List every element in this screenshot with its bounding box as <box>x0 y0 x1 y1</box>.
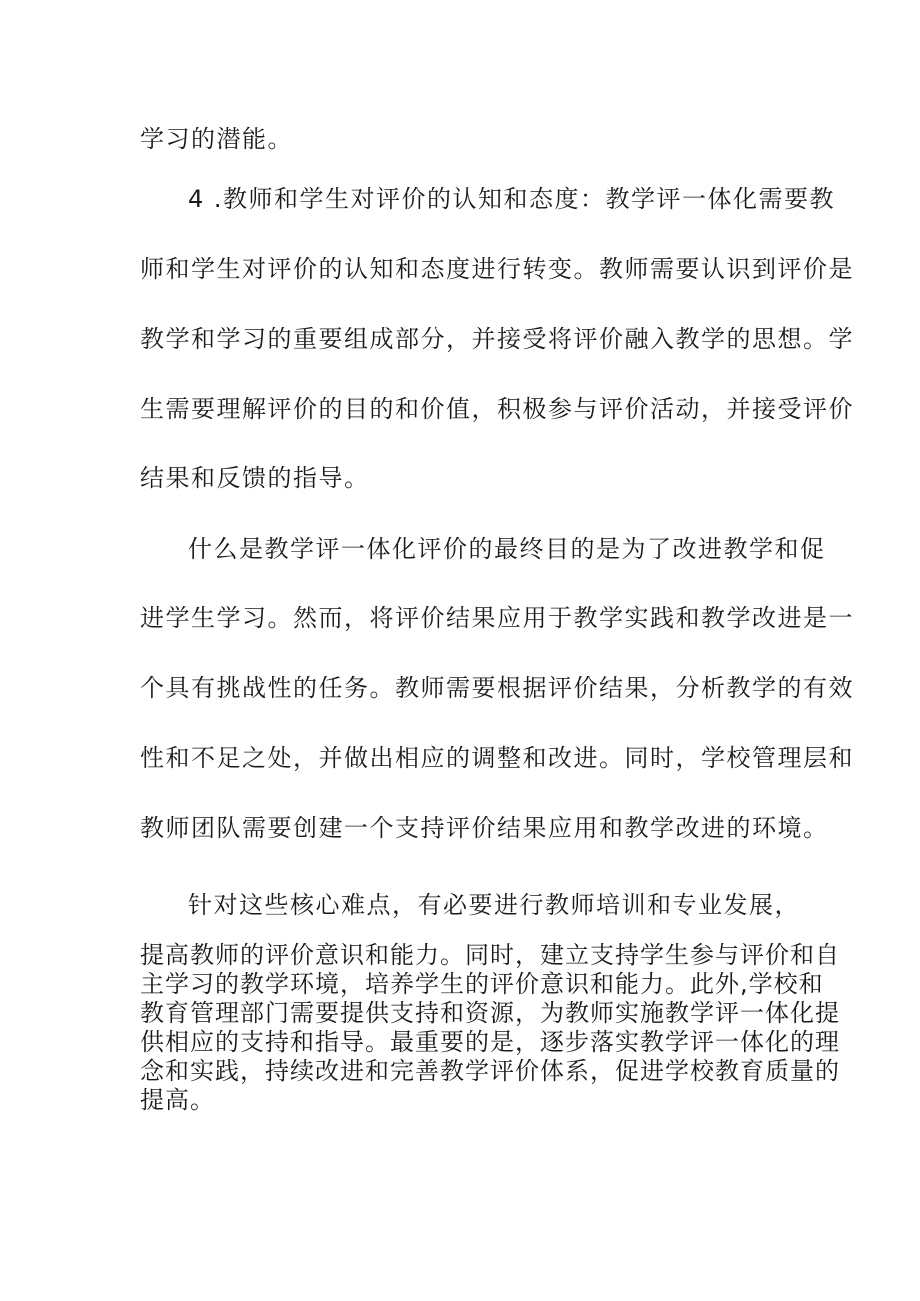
text-line: 针对这些核心难点，有必要进行教师培训和专业发展， <box>188 891 800 919</box>
text-line: 性和不足之处，并做出相应的调整和改进。同时，学校管理层和 <box>140 744 854 772</box>
text-line: 教学和学习的重要组成部分，并接受将评价融入教学的思想。学 <box>140 325 854 353</box>
text-line: 什么是教学评一体化评价的最终目的是为了改进教学和促 <box>188 535 826 563</box>
text-line: 提高。 <box>140 1086 215 1114</box>
text-line: 供相应的支持和指导。最重要的是，逐步落实教学评一体化的理 <box>140 1028 840 1056</box>
text-line: 念和实践，持续改进和完善教学评价体系，促进学校教育质量的 <box>140 1057 840 1085</box>
text-line: 个具有挑战性的任务。教师需要根据评价结果，分析教学的有效 <box>140 674 854 702</box>
text-line: 4 .教师和学生对评价的认知和态度：教学评一体化需要教 <box>188 185 836 213</box>
text-line: 生需要理解评价的目的和价值，积极参与评价活动，并接受评价 <box>140 395 854 423</box>
text-line: 结果和反馈的指导。 <box>140 464 370 492</box>
text-line: 学习的潜能。 <box>140 125 293 153</box>
text-line: 提高教师的评价意识和能力。同时，建立支持学生参与评价和自 <box>140 941 840 969</box>
text-line: 主学习的教学环境，培养学生的评价意识和能力。此外,学校和 <box>140 970 824 998</box>
text-line: 教师团队需要创建一个支持评价结果应用和教学改进的环境。 <box>140 814 829 842</box>
text-line: 进学生学习。然而，将评价结果应用于教学实践和教学改进是一 <box>140 604 854 632</box>
text-line: 师和学生对评价的认知和态度进行转变。教师需要认识到评价是 <box>140 255 854 283</box>
text-line: 教育管理部门需要提供支持和资源，为教师实施教学评一体化提 <box>140 999 840 1027</box>
